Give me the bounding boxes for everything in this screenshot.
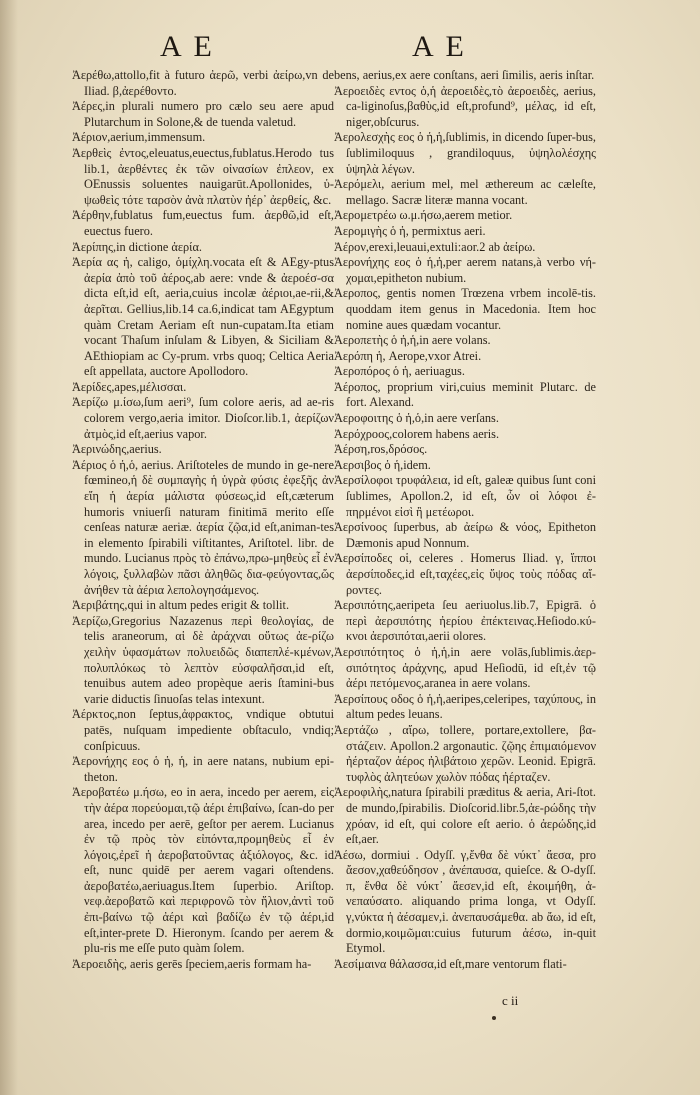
dictionary-entry: Ἀεροφιλὴς,natura ſpirabili præditus & aeria, Ari-ſtot. de mundo,ſpirabilis. Dioſcorid.libr.5,ἀε-ρώδης τὴν χρόαν, id eſt, qui colore eſt aerio. ὁ ἀερώδης,id eſt,aer. [334, 785, 596, 847]
dictionary-entry: Ἀεριβάτης,qui in altum pedes erigit & tollit. [72, 598, 290, 613]
dictionary-entry: Ἀερσιπότης,aeripeta ſeu aeriuolus.lib.7, Epigrā. ὁ περὶ ἀερσιπότης ἠερίου ἐπέκτεινας.Heſiodo.κύ-κνοι ἀερσιπόται,aerii olores. [334, 598, 596, 644]
dictionary-entry: Ἀέσω, dormiui . Odyſſ. γ,ἔνθα δὲ νύκτ᾽ ἄεσα, pro ἄεσον,χαθεύδησον , ἀνέπαυσα, quieſce. & O-dyſſ. π, ἔνθα δὲ νύκτ᾽ ἄεσεν,id eſt, ἐκοιμήθη, ἀ-νεπαύσατο. aliquando prima longa, vt Odyſſ. γ,νύκτα ἡ ἀέσαμεν,i. ἀνεπαυσάμεθα. ab ἄω, id eſt, dormio,κοιμῶμαι:cuius futurum ἀέσω, in-quit Etymol. [334, 847, 596, 956]
dictionary-entry: Ἀερομιγὴς ὁ ἡ, permixtus aeri. [334, 223, 486, 238]
dictionary-entry: Ἀερσιβος ὁ ἡ,idem. [334, 457, 431, 472]
dictionary-entry-continued: bens, aerius,ex aere conſtans, aeri ſimilis, aeris inſtar. [334, 68, 595, 82]
dictionary-entry: Ἀέρον,erexi,leuaui,extuli:aor.2 ab ἀείρω. [334, 239, 536, 254]
dictionary-entry: Ἀερσίλοφοι τρυφάλεια, id eſt, galeæ quibus ſunt coni ſublimes, Apollon.2, id eſt, ὧν οἱ λόφοι ἐ-πηρμένοι εἰσὶ ἢ μετέωροι. [334, 473, 596, 519]
dictionary-entry: Ἀεροπόρος ὁ ἡ, aeriuagus. [334, 364, 465, 379]
dictionary-entry: Ἀερσίποδες οἱ, celeres . Homerus Iliad. γ, ἵπποι ἀερσίποδες,id eſt,ταχέες,εἰς ὕψος τοὺς πόδας αἴ-ροντες. [334, 551, 596, 597]
dictionary-entry: Ἀεροπος, gentis nomen Trœzena vrbem incolē-tis. quoddam item genus in Macedonia. Item hoc nomine aues quædam vocantur. [334, 286, 596, 332]
dictionary-entry: Ἀερόχροος,colorem habens aeris. [334, 426, 500, 441]
dictionary-entry: Ἀερσίνοος ſuperbus, ab ἀείρω & νόος, Epitheton Dæmonis apud Nonnum. [334, 520, 596, 550]
left-column [72, 68, 334, 972]
dictionary-entry: Ἀερέθω,attollo,fit à futuro ἀερῶ, verbi ἀείρω,vn de Iliad. β,ἀερέθοντο. [72, 68, 334, 98]
dictionary-entry: Ἀερινώδης,aerius. [72, 442, 162, 457]
dictionary-entry: Ἀεροπετὴς ὁ ἡ,ἡ,in aere volans. [334, 333, 491, 348]
dictionary-entry: Ἀερόπη ἡ, Aerope,vxor Atrei. [334, 348, 482, 363]
dictionary-entry: Ἀερθεὶς ἐντος,eleuatus,euectus,fublatus.Herodo tus lib.1, ἀερθέντες ἐκ τῶν οἰνασίων ἐπλεον, ex OEnussis soluentes nauigarūt.Apollonides, ὑ-ψωθεὶς τότε ταρσὸν ἀνὰ πλατὺν ἠέρ᾽ ἀερθείς, &c. [72, 145, 334, 207]
dictionary-entry: Ἀερομετρέω ω.μ.ήσω,aerem metior. [334, 208, 513, 223]
dictionary-entry: Ἀέριος ὁ ἡ,ὁ, aerius. Ariſtoteles de mundo in ge-nere fœmineo,ἡ δὲ συμπαγὴς ἡ ὑγρὰ φύσις ἐφεξῆς ἀν εἴη ἡ ἀερία μάλιστα φύσεως,id eſt,cæterum humoris vniuerſi naturam finitimā merito eſſe cenſeas naturæ aeriæ. ἀερία ζῷα,id eſt,animan-tes in elemento ſpirabili viſtitantes, Ariſtotel. libr. de mundo. Lucianus πρὸς τὸ ἐπάνω,πρω-μηθεὺς εἶ ἐν λόγοις, ξυλλαβὼν πᾶσι ἀληθῶς δια-φεύγοντας,ὥς ἀνήθεν τὰ ἀέρια λεπολογησάμενος. [72, 457, 334, 597]
dictionary-entry: Ἀεροειδὴς, aeris gerēs ſpeciem,aeris formam ha- [72, 956, 312, 971]
dictionary-entry: Ἀερονήχης εος ὁ ἡ,ἡ,per aerem natans,à verbo νή-χομαι,epitheton nubium. [334, 255, 596, 285]
running-head-left: A E [160, 30, 215, 63]
dictionary-entry: Ἀεροειδὲς εντος ὁ,ἡ ἀεροειδὲς,τὸ ἀεροειδὲς, aerius, ca-liginoſus,βαθὺς,id eſt,profund⁹, μέλας, id eſt, niger,obſcurus. [334, 83, 596, 129]
dictionary-entry: Ἀερσίπους οδος ὁ ἡ,ἡ,aeripes,celeripes, ταχύπους, in altum pedes leuans. [334, 691, 596, 722]
dictionary-entry: Ἀέρκτος,non ſeptus,ἀφρακτος, vndique obtutui patēs, nuſquam impediente obſtaculo, vndiq; conſpicuus. [72, 707, 334, 753]
dictionary-entry: Ἀερονήχης εος ὁ ἡ, ἡ, in aere natans, nubium epi-theton. [72, 754, 334, 784]
running-head-right: A E [412, 30, 467, 63]
signature-mark: c ii [502, 993, 519, 1008]
dictionary-entry: Ἀερίζω μ.ίσω,ſum aeri⁹, ſum colore aeris, ad ae-ris colorem vergo,aeria imitor. Dioſcor.lib.1, ἀερίζων ἀτμὸς,id eſt,aerius vapor. [72, 395, 334, 441]
dictionary-entry: Ἀεροβατέω μ.ήσω, eo in aera, incedo per aerem, εἰς τὴν ἀέρα πορεύομαι,τῷ ἀέρι ἐπιβαίνω, ſcan-do per area, incedo per aerē, geſtor per aerem. Lucianus ἐν τῷ πρὸς τὸν εἰπόντα,προμηθεὺς εἶ ἐν λόγοις,ἐρεῖ ἡ ἀεροβατοῦντας ἀξιόλογος, &c. id eſt, nunc quidē per aerem vagari oſtendens. ἀεροβατέω,aeriuagus.Item ſuperbio. Ariſtop. νεφ.ἀεροβατῶ καὶ περιφρονῶ τὸν ἥλιον,ἀντὶ τοῦ ἐπι-βαίνω τῷ ἀέρι καὶ βαδίζω ἐν τῷ ἀέρι,id eſt,inter-prete D. Hieronym. ſcando per aerem & plu-ris me eſſe puto quàm ſolem. [72, 785, 334, 956]
dictionary-entry: Ἀερσιπότητος ὁ ἡ,ἡ,in aere volās,ſublimis.ἀερ-σιπότητος ἀράχνης, apud Heſiodū, id eſt,ἐν τῷ ἀέρι πετόμενος,aranea in aere volans. [334, 644, 596, 691]
dictionary-entry: Ἀερίζω,Gregorius Nazazenus περὶ θεολογίας, de telis araneorum, αἱ δὲ ἀράχναι οὕτως ἀε-ρίζω χειλὴν ὑφασμάτων πολυειδῶς διαπεπλέ-κμένων, πολυπλόκως τὸ λεπτὸν εὐσφαλῆσαι,id eſt, tenuibus autem adeo propèque aeris ſtamini-bus varie diductis ſinuoſas telas intexunt. [72, 613, 334, 706]
ink-dot [492, 1016, 496, 1020]
dictionary-entry: Ἀερολεσχὴς εος ὁ ἡ,ἡ,ſublimis, in dicendo ſuper-bus, ſublimiloquus , grandiloquus, ὑψηλολέσχης ὑψηλὰ λέγων. [334, 130, 596, 176]
dictionary-entry: Ἀερτάζω , αἴρω, tollere, portare,extollere, βα-στάζειν. Apollon.2 argonautic. ζῷης ἐπιμαιόμενον ἠέρταζον ἀέρος ἠλιβάτοιο χερῶν. Leonid. Epigrā. τυφλὸς ἀλητεύων χωλὸν πόδας ἠέρταζεν. [334, 722, 596, 784]
dictionary-entry: Ἀερίπης,in dictione ἀερία. [72, 239, 202, 254]
dictionary-entry: Ἀέρες,in plurali numero pro cælo seu aere apud Plutarchum in Solone,& de tuenda valetud. [72, 99, 334, 129]
dictionary-entry: Ἀερία ας ἡ, caligo, ὁμίχλη.vocata eſt & AEgy-ptus ἀερία ἀπὸ τοῦ ἀέρος,ab aere: vnde & ἀεροέσ-σα dicta eſt,id eſt, aeria,cuius incolæ ἀέριοι,ae-rii,& ἀερῖται. Gellius,lib.14 ca.6,indicat tam AEgyptum quàm Cretam Aeriam eſt nun-cupatam.Ita etiam vocant Thaſum inſulam & Libyen, & Siciliam & AEthiopiam ac Cy-prum. vrbs quoq; Celtica Aeria eſt appellata, auctore Apollodoro. [72, 255, 334, 379]
right-column [334, 68, 596, 972]
dictionary-entry: Ἀεσίμαινα θάλασσα,id eſt,mare ventorum flati- [334, 956, 567, 971]
dictionary-entry: Ἀέριον,aerium,immensum. [72, 130, 206, 145]
dictionary-entry: Ἀεροφοιτης ὁ ἡ,ὁ,in aere verſans. [334, 411, 499, 426]
page-edge-shadow [0, 0, 18, 1095]
dictionary-entry: Ἀερίδες,apes,μέλισσαι. [72, 379, 187, 394]
dictionary-entry: Ἀέρθην,fublatus fum,euectus fum. ἀερθῶ,id eſt, euectus fuero. [72, 208, 334, 238]
dictionary-entry: Ἀερόμελι, aerium mel, mel æthereum ac cæleſte, mellago. Sacræ literæ manna vocant. [334, 177, 596, 207]
dictionary-entry: Ἀέρση,ros,δρόσος. [334, 442, 428, 457]
dictionary-entry: Ἀέροπος, proprium viri,cuius meminit Plutarc. de fort. Alexand. [334, 379, 596, 410]
